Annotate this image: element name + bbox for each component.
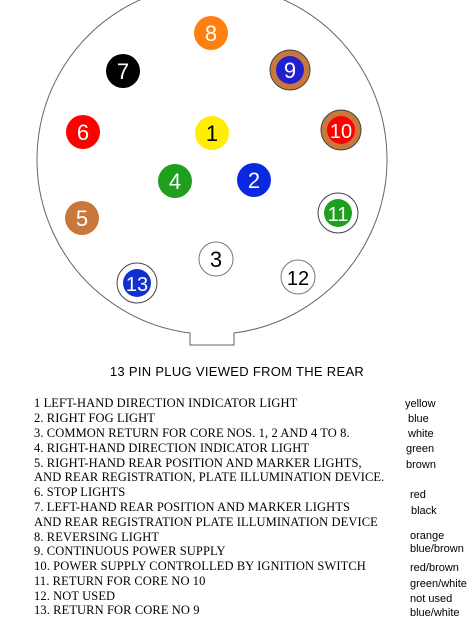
pin-10-label: 10 [329,121,353,143]
pin-3-label: 3 [209,247,223,272]
pin-6 [66,115,100,149]
pin-8-label: 8 [204,21,218,46]
pin-description-13: 13. RETURN FOR CORE NO 9 [34,603,200,617]
pin-description-8: 8. REVERSING LIGHT [34,530,160,544]
pin-5-label: 5 [75,206,89,231]
wire-color-4: green [406,443,435,455]
wire-color-9: blue/brown [410,543,464,555]
pin-description-5: 5. RIGHT-HAND REAR POSITION AND MARKER LIGHTS, [34,456,362,470]
pin-4-label: 4 [168,169,182,194]
pin-7 [106,54,140,88]
pin-8 [194,16,228,50]
diagram-title: 13 PIN PLUG VIEWED FROM THE REAR [109,364,365,379]
pin-description-1: 1 LEFT-HAND DIRECTION INDICATOR LIGHT [34,396,298,410]
wire-color-5: brown [406,459,436,471]
wire-color-1: yellow [405,398,436,410]
wire-color-11: green/white [410,578,467,590]
pin-2 [237,163,271,197]
pin-description-5-cont: AND REAR REGISTRATION, PLATE ILLUMINATION DEVICE. [34,470,385,484]
pin-12 [281,260,315,294]
pin-4 [158,164,192,198]
pin-7-label: 7 [116,59,130,84]
pin-description-3: 3. COMMON RETURN FOR CORE NOS. 1, 2 AND 4 TO 8. [34,426,350,440]
pin-description-10: 10. POWER SUPPLY CONTROLLED BY IGNITION SWITCH [34,559,366,573]
pin-description-7: 7. LEFT-HAND REAR POSITION AND MARKER LIGHTS [34,500,351,514]
plug-outline [37,0,387,345]
pin-12-label: 12 [286,268,310,290]
pin-13 [117,263,157,303]
pin-13-label: 13 [125,274,149,296]
pin-1 [195,116,229,150]
wire-color-3: white [408,428,434,440]
pin-6-label: 6 [76,120,90,145]
pin-description-7-cont: AND REAR REGISTRATION PLATE ILLUMINATION DEVICE [34,515,378,529]
pin-description-9: 9. CONTINUOUS POWER SUPPLY [34,544,226,558]
pin-10 [321,110,361,150]
wire-color-10: red/brown [410,562,459,574]
pin-9 [270,50,310,90]
pin-9-label: 9 [283,58,297,83]
pin-11 [318,193,358,233]
wire-color-6: red [410,489,426,501]
pin-1-label: 1 [205,121,219,146]
pin-3 [199,242,233,276]
wire-color-8: orange [410,530,445,542]
wire-color-7: black [411,505,437,517]
wire-color-2: blue [408,413,429,425]
pin-description-2: 2. RIGHT FOG LIGHT [34,411,156,425]
pin-2-label: 2 [247,168,261,193]
wire-color-12: not used [410,593,453,605]
pin-description-12: 12. NOT USED [34,589,116,603]
pin-description-4: 4. RIGHT-HAND DIRECTION INDICATOR LIGHT [34,441,310,455]
pin-description-11: 11. RETURN FOR CORE NO 10 [34,574,206,588]
pin-description-6: 6. STOP LIGHTS [34,485,126,499]
pin-5 [65,201,99,235]
pin-11-label: 11 [327,204,349,226]
wire-color-13: blue/white [410,607,460,619]
